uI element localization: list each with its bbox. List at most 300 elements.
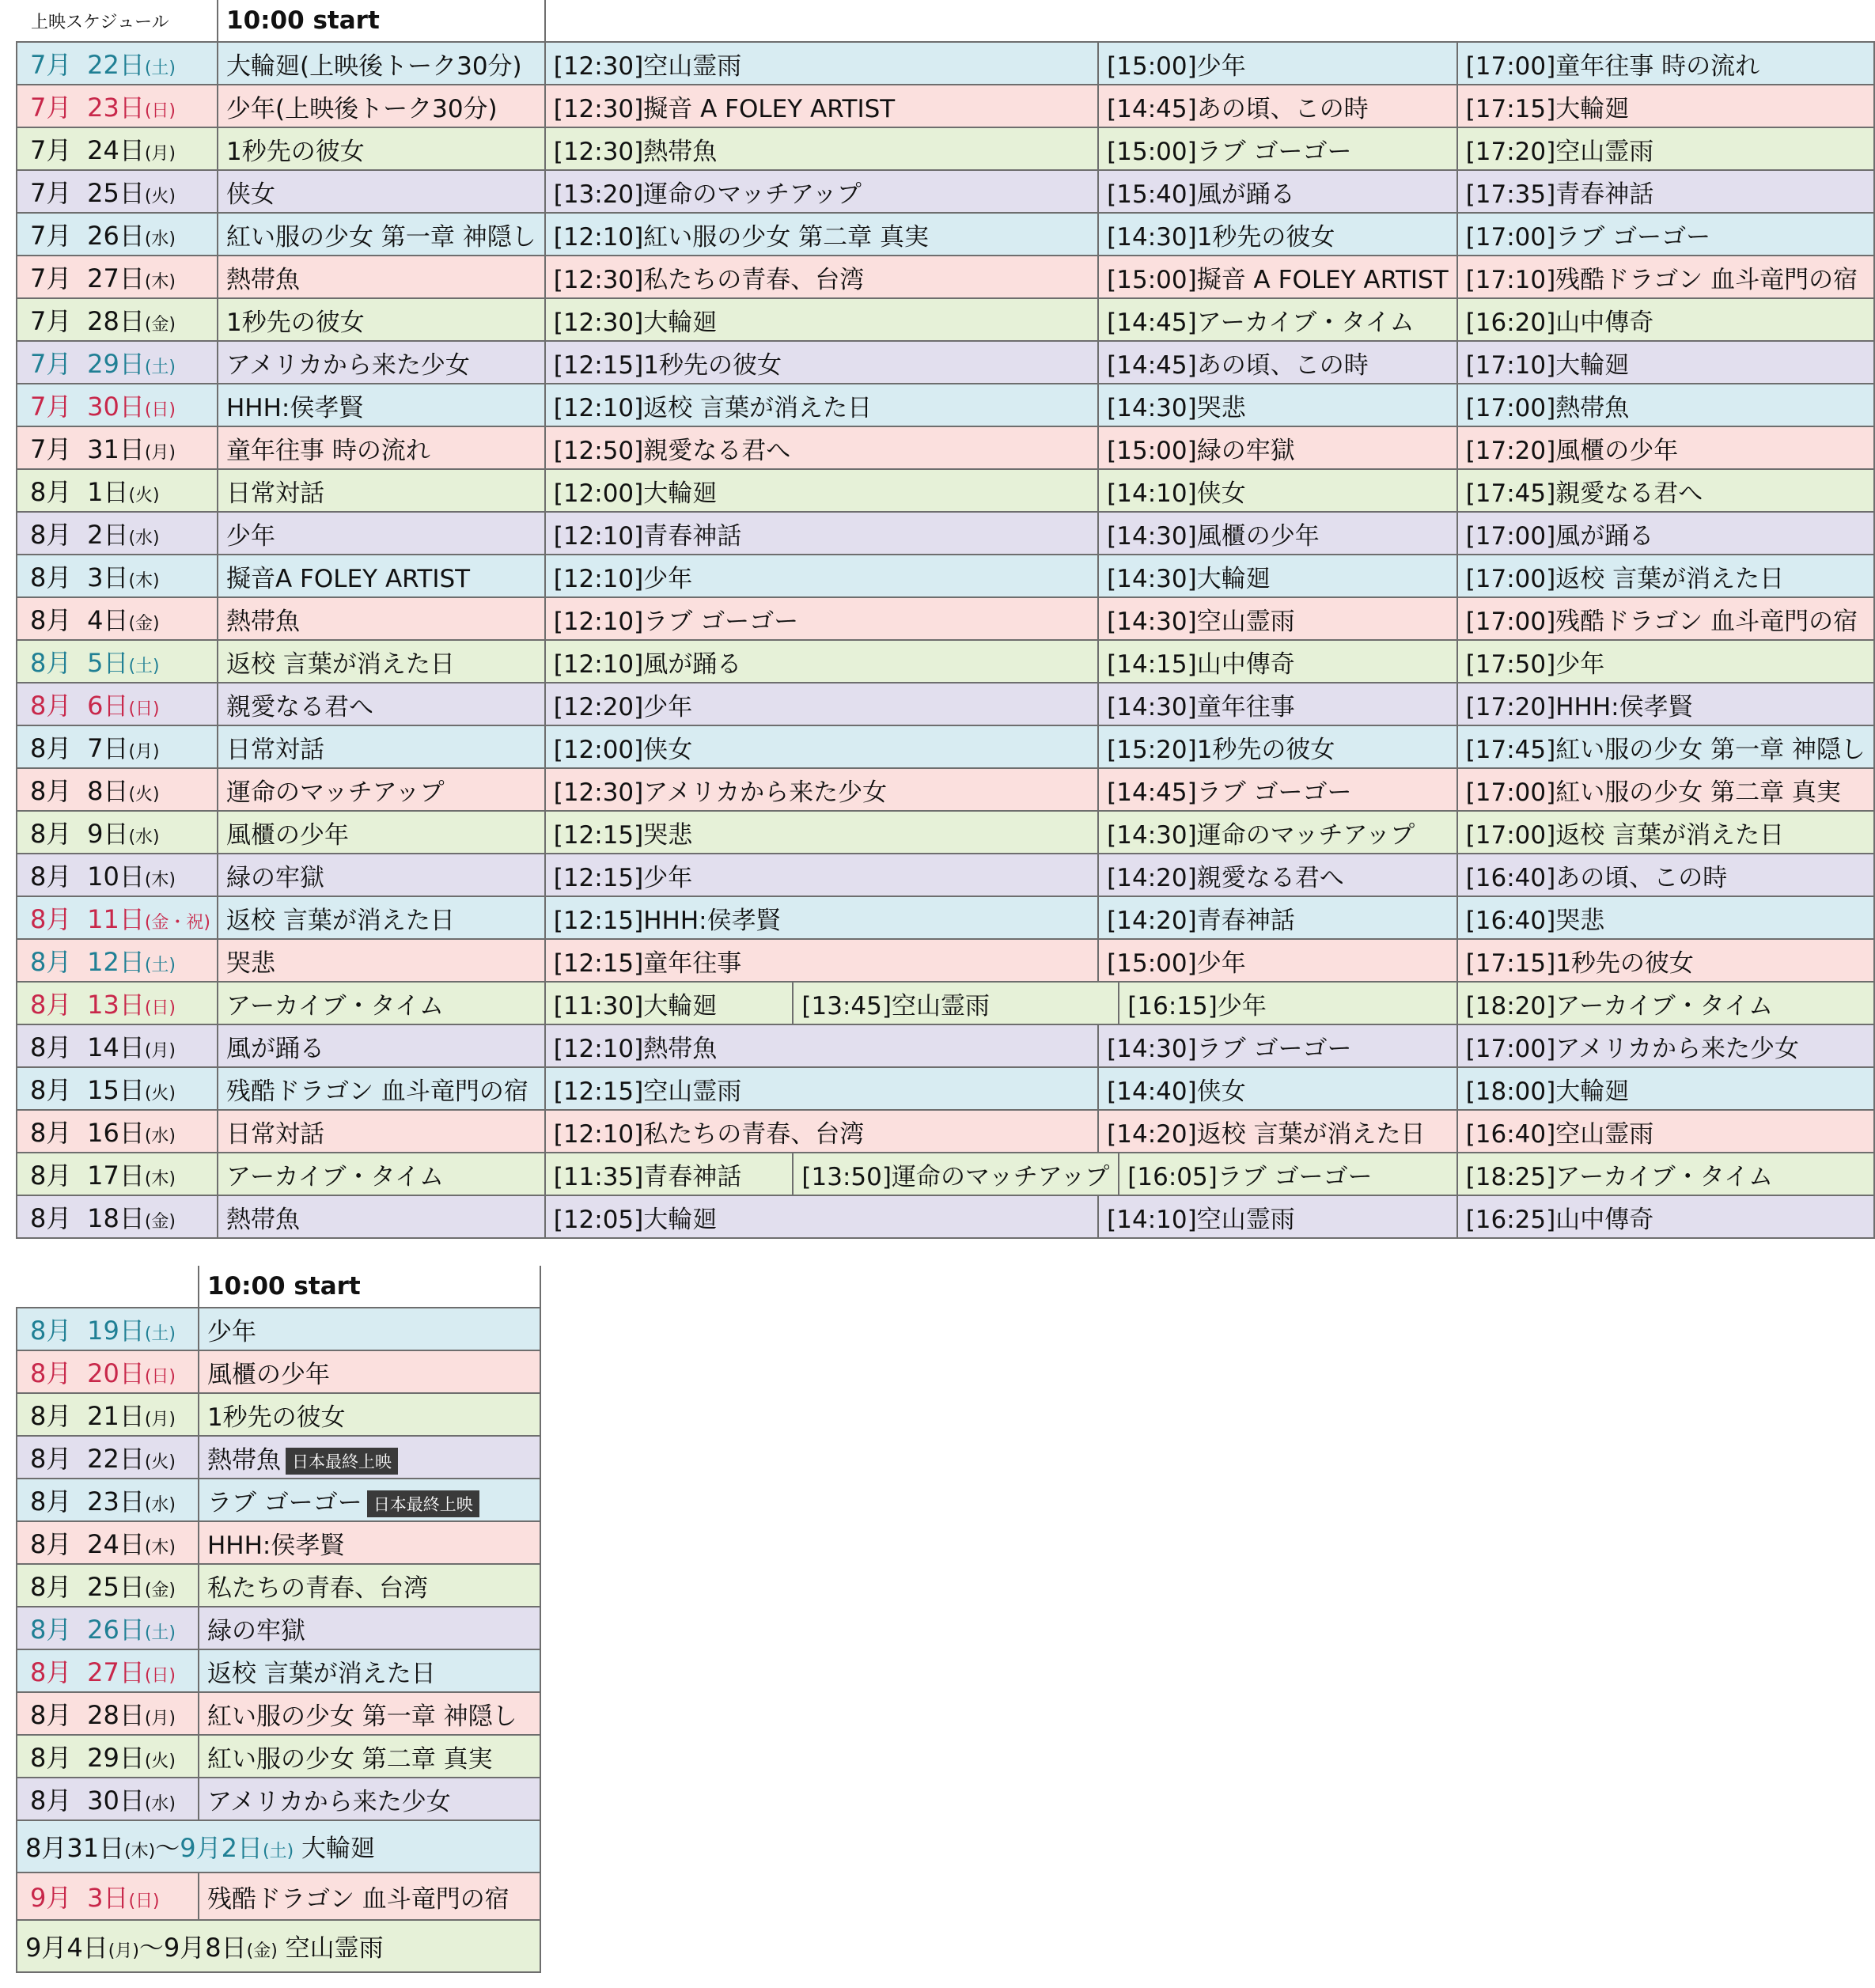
date-cell (17, 1110, 218, 1153)
film-screening-slot: [17:10]残酷ドラゴン 血斗竜門の宿 (1457, 256, 1874, 298)
film-screening-slot: [14:30]童年往事 (1098, 683, 1457, 725)
film-screening-slot: [17:00]返校 言葉が消えた日 (1457, 555, 1874, 597)
date-cell (17, 1479, 199, 1521)
day-row (17, 768, 1874, 811)
month-label: 8月 (30, 1700, 72, 1730)
day-label: 22日 (87, 50, 145, 80)
film-screening-slot: [17:00]風が踊る (1457, 512, 1874, 555)
date-cell (17, 1692, 199, 1735)
weekday-label: (水) (128, 528, 160, 548)
film-screening-slot: [12:10]紅い服の少女 第二章 真実 (545, 213, 1098, 256)
range-row-2 (17, 1920, 540, 1972)
final-screening-badge: 日本最終上映 (286, 1448, 398, 1475)
date-cell (17, 854, 218, 896)
month-label: 8月 (30, 605, 72, 635)
day-row (17, 384, 1874, 426)
day-label: 19日 (87, 1316, 145, 1346)
month-label: 8月 (30, 1161, 72, 1191)
day-label: 17日 (87, 1161, 145, 1191)
month-label: 8月 (30, 1358, 72, 1388)
weekday-label: (日) (128, 699, 160, 719)
range-film-title: 空山霊雨 (285, 1934, 384, 1963)
film-screening-slot: [14:45]あの頃、この時 (1098, 85, 1457, 127)
day-label: 8日 (87, 776, 129, 806)
month-label: 8月 (30, 1075, 72, 1105)
month-label: 8月 (30, 1657, 72, 1687)
film-screening-slot: [18:00]大輪廻 (1457, 1067, 1874, 1110)
date-cell (17, 1564, 199, 1607)
film-first-screening: 哭悲 (218, 939, 545, 982)
weekday-label: (水) (144, 1794, 176, 1814)
film-title: 1秒先の彼女 (206, 1403, 346, 1432)
month-label: 8月 (30, 1529, 72, 1559)
film-screening-slot: [14:30]風櫃の少年 (1098, 512, 1457, 555)
month-label: 8月 (30, 1401, 72, 1431)
month-label: 7月 (30, 349, 72, 379)
film-screening-slot: [12:10]私たちの青春、台湾 (545, 1110, 1098, 1153)
film-screening-slot: [14:30]ラブ ゴーゴー (1098, 1024, 1457, 1067)
month-label: 8月 (30, 904, 72, 934)
day-label: 13日 (87, 990, 145, 1020)
month-label: 7月 (30, 135, 72, 165)
day-row (17, 298, 1874, 341)
weekday-label: (火) (144, 1084, 176, 1104)
film-screening-slot: [17:15]1秒先の彼女 (1457, 939, 1874, 982)
film-first-screening: 1秒先の彼女 (218, 298, 545, 341)
film-screening-slot: [12:10]ラブ ゴーゴー (545, 597, 1098, 640)
film-screening-slot: [12:10]熱帯魚 (545, 1024, 1098, 1067)
day-label: 27日 (87, 1657, 145, 1687)
day-label: 31日 (87, 434, 145, 464)
day-label: 28日 (87, 1700, 145, 1730)
day-row (17, 1308, 540, 1350)
day-label: 29日 (87, 1743, 145, 1773)
day-row (17, 640, 1874, 683)
weekday-label: (日) (144, 400, 176, 420)
day-row (17, 1607, 540, 1649)
weekday-label: (金・祝) (144, 913, 210, 933)
date-cell (17, 1735, 199, 1778)
film-screening-slot: [12:15]少年 (545, 854, 1098, 896)
film-screening-slot: [11:35]青春神話 (545, 1153, 794, 1195)
day-label: 1日 (87, 477, 129, 507)
film-screening-slot: [16:40]空山霊雨 (1457, 1110, 1874, 1153)
film-title: 紅い服の少女 第二章 真実 (206, 1744, 493, 1774)
film-screening-slot: [14:30]哭悲 (1098, 384, 1457, 426)
film-screening-slot: [15:00]少年 (1098, 42, 1457, 85)
start-time-label: 10:00 start (218, 0, 545, 42)
day-row (17, 896, 1874, 939)
weekday-label: (木) (144, 1169, 176, 1189)
day-row (17, 1479, 540, 1521)
weekday-label: (月) (144, 1041, 176, 1061)
film-screening-slot: [17:35]青春神話 (1457, 170, 1874, 213)
range-end-date: 9月8日 (163, 1933, 247, 1963)
film-cell (199, 1735, 540, 1778)
film-screening-slot: [17:10]大輪廻 (1457, 341, 1874, 384)
day-row (17, 1067, 1874, 1110)
weekday-label: (火) (128, 486, 160, 506)
date-cell (17, 213, 218, 256)
month-label: 7月 (30, 263, 72, 293)
weekday-label: (土) (144, 956, 176, 975)
month-label: 9月 (30, 1883, 72, 1913)
weekday-label: (土) (144, 358, 176, 377)
day-label: 3日 (87, 1883, 129, 1913)
weekday-label: (日) (144, 1367, 176, 1387)
film-screening-slot: [18:20]アーカイブ・タイム (1457, 982, 1874, 1024)
day-label: 2日 (87, 520, 129, 550)
film-screening-slot: [12:30]大輪廻 (545, 298, 1098, 341)
film-title: 熱帯魚 (206, 1445, 281, 1475)
month-label: 8月 (30, 990, 72, 1020)
date-cell (17, 298, 218, 341)
day-label: 12日 (87, 947, 145, 977)
range-end-weekday: (金) (246, 1941, 278, 1961)
weekday-label: (水) (144, 1127, 176, 1146)
date-cell (17, 256, 218, 298)
day-row (17, 1436, 540, 1479)
weekday-label: (土) (128, 657, 160, 676)
day-label: 3日 (87, 562, 129, 593)
final-screening-badge: 日本最終上映 (367, 1490, 479, 1517)
film-screening-slot: [16:20]山中傳奇 (1457, 298, 1874, 341)
date-cell (17, 1067, 218, 1110)
day-row (17, 1393, 540, 1436)
weekday-label: (木) (144, 272, 176, 292)
film-first-screening: 日常対話 (218, 469, 545, 512)
month-label: 8月 (30, 477, 72, 507)
month-label: 8月 (30, 1316, 72, 1346)
film-screening-slot: [13:50]運命のマッチアップ (793, 1153, 1119, 1195)
range-end-weekday: (土) (263, 1842, 294, 1861)
film-screening-slot: [12:30]熱帯魚 (545, 127, 1098, 170)
weekday-label: (木) (144, 1538, 176, 1558)
film-screening-slot: [13:45]空山霊雨 (793, 982, 1119, 1024)
day-row (17, 939, 1874, 982)
film-screening-slot: [16:15]少年 (1119, 982, 1456, 1024)
film-screening-slot: [17:00]ラブ ゴーゴー (1457, 213, 1874, 256)
date-cell (17, 127, 218, 170)
month-label: 8月 (30, 776, 72, 806)
film-screening-slot: [17:00]アメリカから来た少女 (1457, 1024, 1874, 1067)
film-first-screening: 風櫃の少年 (218, 811, 545, 854)
film-cell (199, 1479, 540, 1521)
weekday-label: (月) (128, 742, 160, 762)
film-first-screening: 紅い服の少女 第一章 神隠し (218, 213, 545, 256)
day-label: 22日 (87, 1444, 145, 1474)
film-cell (199, 1564, 540, 1607)
film-first-screening: 残酷ドラゴン 血斗竜門の宿 (218, 1067, 545, 1110)
day-label: 25日 (87, 1572, 145, 1602)
date-cell (17, 1308, 199, 1350)
film-screening-slot: [17:20]風櫃の少年 (1457, 426, 1874, 469)
film-screening-slot: [14:20]親愛なる君へ (1098, 854, 1457, 896)
weekday-label: (月) (144, 1410, 176, 1429)
film-cell (199, 1350, 540, 1393)
weekday-label: (火) (144, 1751, 176, 1771)
day-row (17, 1153, 1874, 1195)
day-row (17, 426, 1874, 469)
film-screening-slot: [12:15]HHH:侯孝賢 (545, 896, 1098, 939)
weekday-label: (月) (144, 144, 176, 164)
film-screening-slot: [12:20]少年 (545, 683, 1098, 725)
weekday-label: (火) (144, 187, 176, 206)
date-cell (17, 1393, 199, 1436)
month-label: 8月 (30, 1032, 72, 1062)
date-cell (17, 426, 218, 469)
film-screening-slot: [17:00]熱帯魚 (1457, 384, 1874, 426)
weekday-label: (火) (144, 1452, 176, 1472)
day-row (17, 1521, 540, 1564)
film-screening-slot: [15:00]少年 (1098, 939, 1457, 982)
day-label: 24日 (87, 1529, 145, 1559)
day-row (17, 341, 1874, 384)
day-row (17, 982, 1874, 1024)
film-screening-slot: [14:15]山中傳奇 (1098, 640, 1457, 683)
date-cell (17, 341, 218, 384)
film-screening-slot: [12:10]青春神話 (545, 512, 1098, 555)
film-title: 返校 言葉が消えた日 (206, 1659, 436, 1688)
film-screening-slot: [12:50]親愛なる君へ (545, 426, 1098, 469)
day-label: 25日 (87, 178, 145, 208)
film-first-screening: HHH:侯孝賢 (218, 384, 545, 426)
weekday-label: (水) (128, 827, 160, 847)
date-cell (17, 1195, 218, 1238)
weekday-label: (水) (144, 229, 176, 249)
film-cell (199, 1521, 540, 1564)
film-screening-slot: [16:40]哭悲 (1457, 896, 1874, 939)
film-title: ラブ ゴーゴー (206, 1488, 362, 1517)
film-cell (199, 1692, 540, 1735)
date-cell (17, 1873, 199, 1920)
film-screening-slot: [14:10]侠女 (1098, 469, 1457, 512)
day-row (17, 1195, 1874, 1238)
month-label: 8月 (30, 1572, 72, 1602)
day-row (17, 256, 1874, 298)
date-cell (17, 939, 218, 982)
date-cell (17, 1649, 199, 1692)
month-label: 7月 (30, 306, 72, 336)
weekday-label: (金) (144, 1581, 176, 1600)
start-time-label-2: 10:00 start (199, 1266, 540, 1308)
date-cell (17, 1024, 218, 1067)
film-screening-slot: [12:15]空山霊雨 (545, 1067, 1098, 1110)
day-row (17, 725, 1874, 768)
film-screening-slot: [17:20]HHH:侯孝賢 (1457, 683, 1874, 725)
weekday-label: (金) (144, 1212, 176, 1232)
weekday-label: (金) (128, 614, 160, 634)
film-cell (199, 1649, 540, 1692)
date-cell (17, 469, 218, 512)
day-label: 7日 (87, 733, 129, 763)
film-title: 紅い服の少女 第一章 神隠し (206, 1702, 517, 1731)
weekday-label: (金) (144, 315, 176, 335)
day-label: 23日 (87, 1486, 145, 1517)
film-screening-slot: [15:00]擬音 A FOLEY ARTIST (1098, 256, 1457, 298)
day-row (17, 597, 1874, 640)
weekday-label: (月) (144, 443, 176, 463)
range-start-date: 9月4日 (25, 1933, 108, 1963)
day-row (17, 555, 1874, 597)
film-screening-slot: [14:45]あの頃、この時 (1098, 341, 1457, 384)
weekday-label: (日) (144, 101, 176, 121)
month-label: 8月 (30, 1486, 72, 1517)
film-screening-slot: [12:10]風が踊る (545, 640, 1098, 683)
day-label: 30日 (87, 1785, 145, 1816)
film-screening-slot: [17:45]親愛なる君へ (1457, 469, 1874, 512)
film-first-screening: 返校 言葉が消えた日 (218, 896, 545, 939)
day-row (17, 683, 1874, 725)
day-label: 28日 (87, 306, 145, 336)
month-label: 8月 (30, 947, 72, 977)
weekday-label: (月) (144, 1709, 176, 1729)
date-cell (17, 1436, 199, 1479)
film-title: 風櫃の少年 (206, 1360, 330, 1389)
day-label: 18日 (87, 1203, 145, 1233)
film-first-screening: 熱帯魚 (218, 597, 545, 640)
film-screening-slot: [17:50]少年 (1457, 640, 1874, 683)
day-row-9-3 (17, 1873, 540, 1920)
weekday-label: (木) (144, 870, 176, 890)
film-screening-slot: [14:30]1秒先の彼女 (1098, 213, 1457, 256)
film-first-screening: 風が踊る (218, 1024, 545, 1067)
date-cell (17, 384, 218, 426)
film-screening-slot: [14:30]大輪廻 (1098, 555, 1457, 597)
film-screening-slot: [12:30]アメリカから来た少女 (545, 768, 1098, 811)
film-screening-slot: [17:20]空山霊雨 (1457, 127, 1874, 170)
weekday-label: (土) (144, 59, 176, 78)
day-label: 29日 (87, 349, 145, 379)
month-label: 8月 (30, 562, 72, 593)
day-row (17, 127, 1874, 170)
date-cell (17, 1521, 199, 1564)
weekday-label: (木) (128, 571, 160, 591)
schedule-table-late (16, 1266, 541, 1973)
month-label: 8月 (30, 520, 72, 550)
film-screening-slot: [17:45]紅い服の少女 第一章 神隠し (1457, 725, 1874, 768)
day-row (17, 811, 1874, 854)
day-label: 5日 (87, 648, 129, 678)
day-label: 10日 (87, 861, 145, 892)
day-row (17, 1350, 540, 1393)
range-film-title: 大輪廻 (301, 1835, 376, 1863)
film-first-screening: 擬音A FOLEY ARTIST (218, 555, 545, 597)
date-cell (17, 1153, 218, 1195)
film-screening-slot: [15:40]風が踊る (1098, 170, 1457, 213)
date-cell (17, 768, 218, 811)
film-screening-slot: [18:25]アーカイブ・タイム (1457, 1153, 1874, 1195)
film-first-screening: 熱帯魚 (218, 1195, 545, 1238)
day-label: 23日 (87, 93, 145, 123)
film-screening-slot: [16:25]山中傳奇 (1457, 1195, 1874, 1238)
day-label: 21日 (87, 1401, 145, 1431)
day-label: 14日 (87, 1032, 145, 1062)
month-label: 7月 (30, 93, 72, 123)
date-cell (17, 85, 218, 127)
schedule-label: 上映スケジュール (17, 0, 218, 42)
day-label: 20日 (87, 1358, 145, 1388)
film-screening-slot: [17:00]童年往事 時の流れ (1457, 42, 1874, 85)
date-cell (17, 982, 218, 1024)
film-first-screening: 日常対話 (218, 725, 545, 768)
date-cell (17, 1350, 199, 1393)
film-screening-slot: [15:00]ラブ ゴーゴー (1098, 127, 1457, 170)
month-label: 7月 (30, 50, 72, 80)
range-start-date: 8月31日 (25, 1833, 125, 1863)
date-cell (17, 683, 218, 725)
day-row (17, 1564, 540, 1607)
day-label: 4日 (87, 605, 129, 635)
date-cell (17, 1607, 199, 1649)
range-start-weekday: (木) (124, 1842, 156, 1861)
day-label: 27日 (87, 263, 145, 293)
range-end-date: 9月2日 (180, 1833, 263, 1863)
film-screening-slot: [14:45]アーカイブ・タイム (1098, 298, 1457, 341)
film-first-screening: アーカイブ・タイム (218, 982, 545, 1024)
film-screening-slot: [14:45]ラブ ゴーゴー (1098, 768, 1457, 811)
day-label: 26日 (87, 221, 145, 251)
date-cell (17, 811, 218, 854)
film-first-screening: 大輪廻(上映後トーク30分) (218, 42, 545, 85)
month-label: 8月 (30, 1615, 72, 1645)
film-screening-slot: [12:10]少年 (545, 555, 1098, 597)
month-label: 8月 (30, 1743, 72, 1773)
date-cell (17, 42, 218, 85)
month-label: 7月 (30, 392, 72, 422)
month-label: 8月 (30, 1203, 72, 1233)
date-cell (17, 170, 218, 213)
film-screening-slot: [12:00]大輪廻 (545, 469, 1098, 512)
film-title: 少年 (206, 1317, 256, 1346)
film-cell (199, 1778, 540, 1820)
film-title: アメリカから来た少女 (206, 1787, 451, 1816)
weekday-label: (日) (128, 1891, 160, 1911)
month-label: 8月 (30, 1785, 72, 1816)
film-first-screening: 返校 言葉が消えた日 (218, 640, 545, 683)
film-screening-slot: [17:15]大輪廻 (1457, 85, 1874, 127)
day-row (17, 1735, 540, 1778)
weekday-label: (火) (128, 785, 160, 805)
weekday-label: (日) (144, 1666, 176, 1686)
day-row (17, 469, 1874, 512)
day-label: 24日 (87, 135, 145, 165)
date-cell (17, 896, 218, 939)
day-label: 6日 (87, 691, 129, 721)
film-screening-slot: [17:00]残酷ドラゴン 血斗竜門の宿 (1457, 597, 1874, 640)
day-label: 30日 (87, 392, 145, 422)
date-cell (17, 725, 218, 768)
film-screening-slot: [12:05]大輪廻 (545, 1195, 1098, 1238)
day-row (17, 1778, 540, 1820)
film-first-screening: 童年往事 時の流れ (218, 426, 545, 469)
day-label: 16日 (87, 1118, 145, 1148)
film-screening-slot: [12:30]空山霊雨 (545, 42, 1098, 85)
film-first-screening: アーカイブ・タイム (218, 1153, 545, 1195)
film-first-screening: 緑の牢獄 (218, 854, 545, 896)
film-title: 私たちの青春、台湾 (206, 1573, 428, 1603)
day-row (17, 854, 1874, 896)
schedule-table-main (16, 0, 1875, 1239)
film-first-screening: 親愛なる君へ (218, 683, 545, 725)
film-first-screening: 少年(上映後トーク30分) (218, 85, 545, 127)
day-row (17, 42, 1874, 85)
film-cell (199, 1393, 540, 1436)
day-row (17, 512, 1874, 555)
film-title: 緑の牢獄 (206, 1616, 305, 1645)
range-row-1 (17, 1820, 540, 1873)
film-first-screening: 少年 (218, 512, 545, 555)
